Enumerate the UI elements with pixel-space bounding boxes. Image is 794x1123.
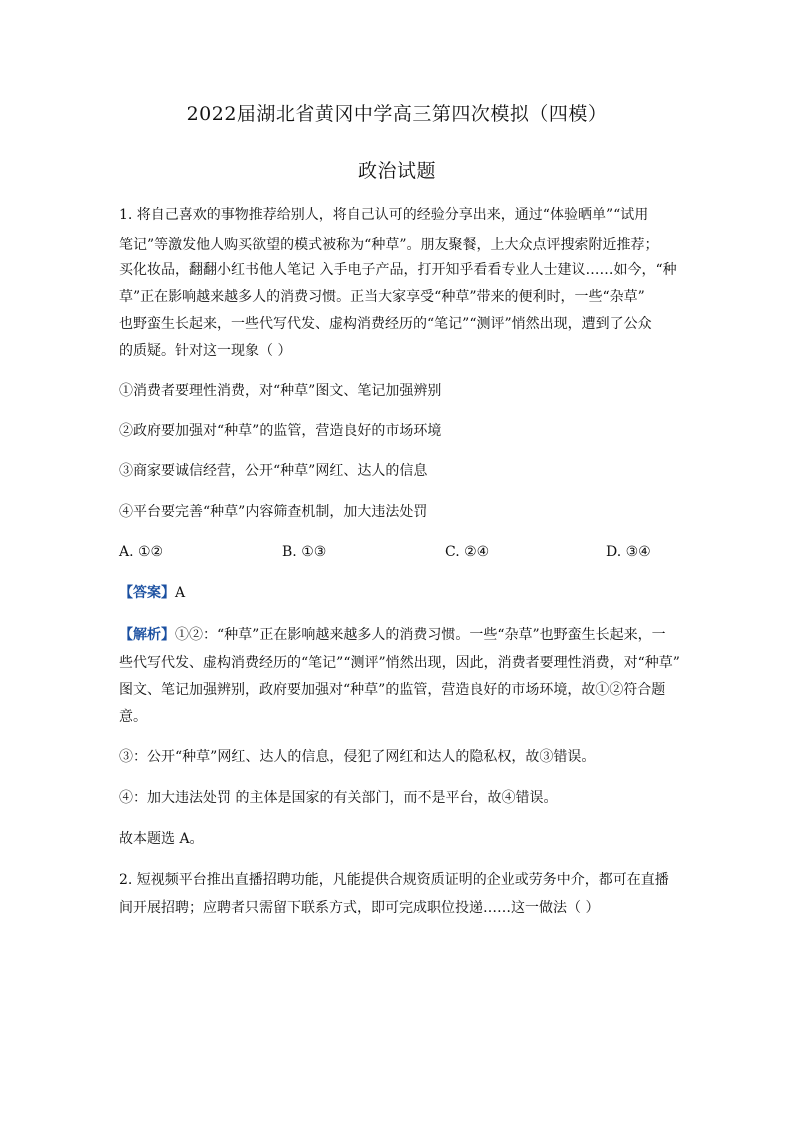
q1-note-3: ③：公开“种草”网红、达人的信息，侵犯了网红和达人的隐私权，故③错误。 (119, 749, 596, 765)
q1-statement: ③商家要诚信经营，公开“种草”网红、达人的信息 (119, 463, 428, 479)
q1-analysis-line (119, 621, 679, 649)
q1-option-b: B. ①③ (282, 544, 327, 560)
q2-stem-line: 间开展招聘；应聘者只需留下联系方式，即可完成职位投递……这一做法（ ） (119, 900, 600, 916)
analysis-tag: 【解析】 (119, 627, 175, 643)
q1-stem-line: 草”正在影响越来越多人的消费习惯。正当大家享受“种草”带来的便利时，一些“杂草” (119, 289, 645, 305)
q2-stem-line: 2. 短视频平台推出直播招聘功能，凡能提供合规资质证明的企业或劳务中介，都可在直播 (119, 872, 669, 888)
answer-tag: 【答案】 (119, 585, 175, 601)
q1-conclusion: 故本题选 A。 (119, 831, 204, 847)
q1-stem-line: 也野蛮生长起来，一些代写代发、虚构消费经历的“笔记”“测评”悄然出现，遭到了公众 (119, 316, 652, 332)
analysis-text: ①②：“种草”正在影响越来越多人的消费习惯。一些“杂草”也野蛮生长起来，一 (175, 627, 666, 643)
q1-analysis-line: 图文、笔记加强辨别，政府要加强对“种草”的监管，营造良好的市场环境，故①②符合题 (119, 682, 666, 698)
q1-answer (119, 579, 679, 607)
q1-stem-line: 买化妆品，翻翻小红书他人笔记 入手电子产品，打开知乎看看专业人士建议……如今，“种 (119, 262, 677, 278)
q1-statement: ①消费者要理性消费，对“种草”图文、笔记加强辨别 (119, 383, 442, 399)
document-subtitle: 政治试题 (357, 160, 436, 182)
q1-stem-line: 的质疑。针对这一现象（ ） (119, 343, 292, 359)
answer-value: A (175, 585, 186, 601)
q1-option-c: C. ②④ (445, 544, 490, 560)
q1-stem-line: 笔记”等激发他人购买欲望的模式被称为“种草”。朋友聚餐，上大众点评搜索附近推荐； (119, 237, 659, 253)
q1-analysis-line: 些代写代发、虚构消费经历的“笔记”“测评”悄然出现，因此，消费者要理性消费，对“种草” (119, 655, 680, 671)
q1-statement: ②政府要加强对“种草”的监管，营造良好的市场环境 (119, 423, 442, 439)
q1-note-4: ④：加大违法处罚 的主体是国家的有关部门，而不是平台，故④错误。 (119, 790, 558, 806)
q1-option-d: D. ③④ (606, 544, 651, 560)
document-title: 2022届湖北省黄冈中学高三第四次模拟（四模） (186, 103, 608, 125)
q1-statement: ④平台要完善“种草”内容筛查机制，加大违法处罚 (119, 504, 428, 520)
q1-analysis-line: 意。 (119, 709, 147, 725)
q1-stem-line: 1. 将自己喜欢的事物推荐给别人，将自己认可的经验分享出来，通过“体验晒单”“试用 (119, 207, 649, 223)
q1-option-a: A. ①② (119, 544, 164, 560)
